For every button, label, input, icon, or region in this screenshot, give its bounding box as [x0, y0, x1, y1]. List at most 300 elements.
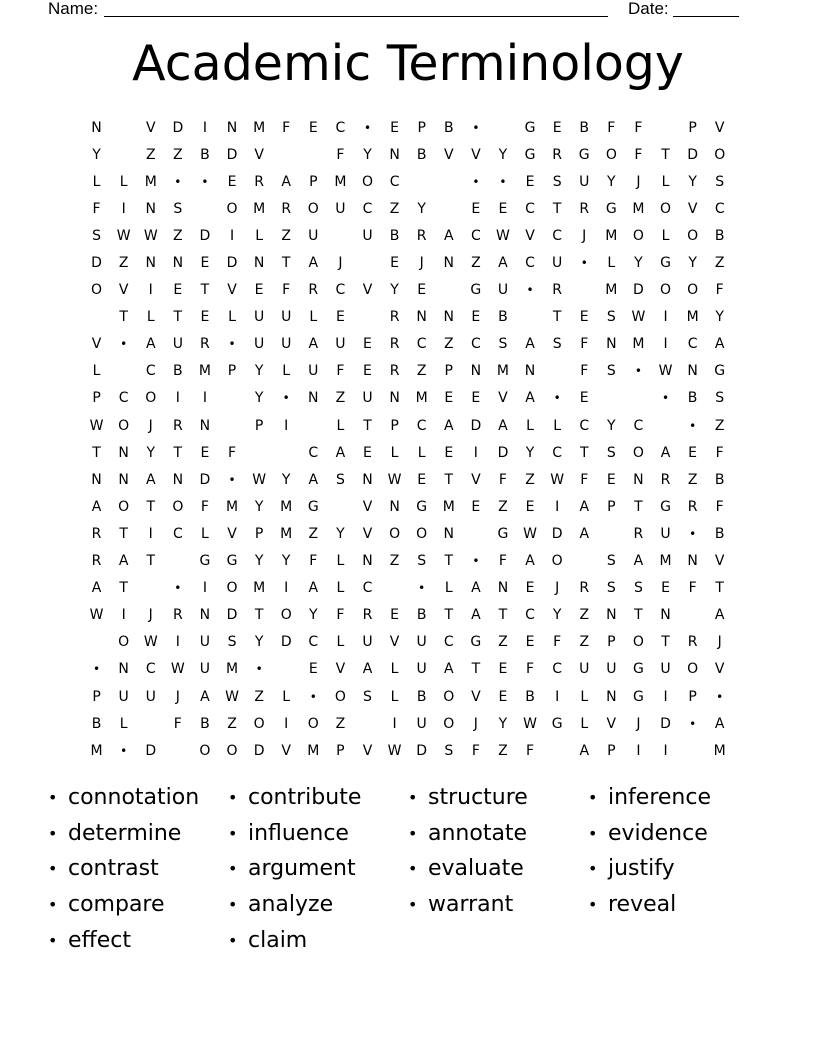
grid-letter: V — [471, 471, 481, 488]
grid-letter: N — [443, 255, 454, 272]
grid-blank — [354, 710, 381, 737]
grid-dot — [83, 656, 110, 683]
grid-letter: Z — [227, 715, 237, 732]
grid-letter: A — [525, 390, 535, 407]
grid-letter: N — [389, 390, 400, 407]
grid-blank — [273, 439, 300, 466]
grid-blank — [354, 304, 381, 331]
grid-letter: E — [417, 471, 427, 488]
grid-letter: B — [714, 227, 725, 244]
grid-letter: M — [605, 282, 618, 299]
grid-letter: C — [470, 336, 481, 353]
grid-letter: U — [199, 634, 211, 651]
grid-letter: M — [253, 580, 266, 597]
grid-letter: O — [632, 227, 644, 244]
grid-letter: E — [661, 580, 670, 597]
grid-letter: F — [688, 580, 697, 597]
word-list-label: compare — [68, 892, 165, 918]
grid-dot — [300, 683, 327, 710]
grid-letter: V — [443, 146, 454, 163]
grid-letter: M — [334, 173, 347, 190]
word-list-item — [228, 851, 408, 887]
grid-letter: Y — [417, 200, 426, 217]
grid-letter: D — [280, 634, 292, 651]
grid-letter: L — [417, 444, 426, 461]
word-list-label: inference — [608, 785, 712, 811]
grid-letter: N — [91, 119, 102, 136]
grid-letter: Z — [145, 146, 156, 163]
grid-dot — [462, 168, 489, 195]
grid-letter: N — [118, 444, 129, 461]
word-list-item — [588, 887, 768, 923]
grid-letter: Z — [579, 634, 590, 651]
grid-letter: E — [579, 309, 589, 326]
grid-blank — [435, 277, 462, 304]
grid-letter: P — [254, 417, 264, 434]
bullet-icon: • — [408, 895, 418, 915]
grid-letter: G — [470, 634, 482, 651]
grid-letter: F — [526, 742, 535, 759]
grid-blank — [381, 575, 408, 602]
grid-letter: O — [91, 282, 103, 299]
grid-blank — [408, 168, 435, 195]
grid-letter: Z — [389, 553, 400, 570]
grid-blank — [273, 656, 300, 683]
word-list-label: justify — [608, 856, 675, 882]
grid-letter: R — [172, 417, 183, 434]
grid-letter: F — [526, 661, 535, 678]
grid-letter: A — [443, 417, 454, 434]
grid-letter: G — [632, 661, 644, 678]
grid-letter: N — [687, 553, 698, 570]
grid-letter: W — [170, 661, 185, 678]
grid-letter: I — [284, 580, 289, 597]
grid-letter: O — [253, 715, 265, 732]
grid-letter: V — [362, 498, 373, 515]
grid-letter: L — [526, 417, 534, 434]
grid-letter: D — [226, 255, 238, 272]
grid-letter: O — [551, 553, 563, 570]
grid-letter: E — [308, 119, 318, 136]
bullet-icon: • — [48, 859, 58, 879]
grid-letter: A — [91, 498, 102, 515]
word-list-item — [408, 816, 588, 852]
grid-letter: Y — [309, 607, 318, 624]
grid-letter: O — [416, 525, 428, 542]
grid-letter: O — [172, 498, 184, 515]
grid-letter: P — [336, 742, 345, 759]
grid-letter: Z — [687, 471, 698, 488]
grid-letter: F — [715, 444, 724, 461]
grid-letter: P — [607, 742, 616, 759]
grid-letter: J — [148, 417, 153, 434]
grid-letter: R — [579, 580, 590, 597]
grid-letter: A — [633, 553, 644, 570]
grid-letter: O — [226, 200, 238, 217]
grid-letter: Y — [688, 255, 697, 272]
grid-letter: Z — [525, 471, 535, 488]
word-list-item — [48, 780, 228, 816]
grid-letter: F — [336, 607, 345, 624]
grid-letter: M — [605, 227, 618, 244]
grid-letter: F — [553, 634, 562, 651]
grid-dot — [625, 358, 652, 385]
grid-dot — [517, 277, 544, 304]
word-list-label: contrast — [68, 856, 159, 882]
grid-blank — [164, 737, 191, 764]
grid-letter: A — [308, 336, 319, 353]
grid-letter: N — [172, 471, 184, 488]
grid-letter: R — [552, 146, 562, 163]
grid-letter: Z — [308, 525, 319, 542]
grid-letter: A — [281, 173, 291, 190]
grid-letter: N — [199, 417, 211, 434]
word-list-label: evaluate — [428, 856, 524, 882]
grid-letter: E — [606, 471, 616, 488]
word-list-label: contribute — [248, 785, 362, 811]
grid-letter: I — [284, 417, 289, 434]
grid-letter: Y — [92, 146, 101, 163]
grid-dot — [679, 710, 706, 737]
grid-letter: C — [172, 525, 183, 542]
grid-letter: D — [199, 471, 211, 488]
grid-letter: I — [473, 444, 478, 461]
grid-letter: N — [497, 580, 509, 597]
word-list-item — [408, 887, 588, 923]
grid-letter: Y — [607, 173, 616, 190]
grid-letter: U — [335, 336, 346, 353]
grid-letter: B — [389, 227, 400, 244]
grid-letter: M — [496, 363, 509, 380]
grid-letter: R — [633, 525, 644, 542]
grid-letter: L — [607, 255, 616, 272]
grid-letter: V — [281, 742, 291, 759]
grid-letter: W — [225, 688, 239, 705]
grid-blank — [110, 141, 137, 168]
grid-letter: C — [389, 173, 400, 190]
grid-letter: C — [687, 336, 698, 353]
grid-letter: W — [252, 471, 267, 488]
grid-letter: E — [390, 255, 399, 272]
grid-letter: T — [173, 309, 183, 326]
grid-dot — [246, 656, 273, 683]
grid-dot — [408, 575, 435, 602]
grid-letter: T — [92, 444, 101, 461]
grid-letter: A — [579, 525, 590, 542]
grid-blank — [544, 358, 571, 385]
grid-letter: T — [552, 309, 562, 326]
grid-blank — [164, 548, 191, 575]
grid-letter: S — [363, 688, 372, 705]
grid-letter: W — [631, 309, 646, 326]
word-list-item — [228, 887, 408, 923]
grid-dot — [462, 114, 489, 141]
word-list-label: structure — [428, 785, 528, 811]
word-search-grid — [83, 114, 733, 764]
grid-letter: N — [362, 471, 373, 488]
grid-letter: E — [417, 282, 427, 299]
grid-letter: J — [717, 634, 722, 651]
grid-letter: D — [551, 525, 563, 542]
grid-letter: F — [498, 553, 507, 570]
grid-letter: N — [199, 607, 211, 624]
grid-blank — [517, 304, 544, 331]
grid-letter: S — [92, 227, 101, 244]
grid-letter: C — [525, 200, 535, 217]
grid-letter: A — [308, 255, 319, 272]
grid-blank — [544, 737, 571, 764]
grid-letter: D — [660, 715, 671, 732]
grid-letter: T — [444, 607, 454, 624]
grid-letter: E — [498, 688, 508, 705]
grid-letter: S — [552, 173, 562, 190]
grid-letter: Y — [607, 417, 616, 434]
grid-letter: A — [308, 471, 319, 488]
grid-dot — [110, 331, 137, 358]
grid-letter: B — [714, 471, 725, 488]
grid-letter: M — [253, 200, 266, 217]
grid-letter: V — [714, 119, 725, 136]
grid-letter: O — [118, 417, 130, 434]
grid-letter: P — [92, 390, 101, 407]
grid-letter: G — [632, 688, 644, 705]
grid-letter: V — [471, 146, 481, 163]
grid-letter: Z — [443, 336, 454, 353]
grid-letter: N — [389, 498, 400, 515]
grid-letter: N — [606, 607, 617, 624]
grid-letter: E — [471, 200, 481, 217]
grid-letter: O — [307, 715, 319, 732]
word-list-label: claim — [248, 927, 308, 953]
grid-letter: L — [119, 173, 128, 190]
grid-letter: Z — [254, 688, 264, 705]
grid-letter: N — [660, 607, 671, 624]
grid-letter: E — [363, 363, 372, 380]
grid-letter: D — [172, 119, 184, 136]
grid-blank — [598, 385, 625, 412]
grid-letter: R — [362, 607, 373, 624]
grid-letter: S — [498, 336, 508, 353]
grid-letter: D — [199, 227, 211, 244]
grid-letter: V — [714, 553, 725, 570]
grid-blank — [246, 439, 273, 466]
grid-letter: I — [229, 227, 235, 244]
grid-letter: F — [471, 742, 480, 759]
grid-letter: J — [338, 255, 343, 272]
grid-letter: L — [282, 688, 291, 705]
grid-letter: O — [687, 661, 699, 678]
word-list-label: determine — [68, 820, 182, 846]
grid-letter: P — [417, 119, 426, 136]
grid-letter: O — [118, 498, 130, 515]
grid-letter: C — [362, 200, 373, 217]
grid-letter: C — [145, 661, 156, 678]
grid-letter: C — [633, 417, 644, 434]
grid-letter: V — [145, 119, 156, 136]
grid-letter: I — [202, 119, 207, 136]
grid-letter: Z — [714, 255, 725, 272]
grid-letter: W — [523, 715, 537, 732]
grid-letter: V — [118, 282, 129, 299]
grid-letter: W — [550, 471, 565, 488]
grid-letter: I — [663, 309, 668, 326]
grid-blank — [191, 195, 218, 222]
grid-letter: M — [280, 525, 293, 542]
grid-letter: N — [470, 363, 482, 380]
grid-letter: P — [607, 498, 616, 515]
grid-letter: G — [660, 498, 671, 515]
grid-letter: N — [172, 255, 184, 272]
grid-letter: U — [416, 634, 427, 651]
grid-letter: F — [607, 119, 616, 136]
grid-letter: V — [525, 227, 535, 244]
grid-letter: S — [335, 471, 345, 488]
grid-letter: T — [471, 661, 481, 678]
grid-letter: L — [336, 417, 345, 434]
grid-letter: P — [607, 634, 616, 651]
grid-letter: Z — [714, 417, 725, 434]
grid-letter: Y — [498, 146, 508, 163]
name-date-header — [48, 0, 748, 20]
grid-letter: E — [471, 390, 481, 407]
grid-letter: E — [498, 661, 508, 678]
grid-blank — [571, 277, 598, 304]
grid-letter: D — [633, 282, 644, 299]
grid-letter: C — [443, 634, 454, 651]
grid-letter: O — [605, 146, 617, 163]
grid-letter: J — [636, 173, 641, 190]
grid-letter: F — [634, 119, 643, 136]
grid-letter: R — [91, 525, 102, 542]
grid-letter: N — [91, 471, 102, 488]
grid-letter: N — [606, 336, 617, 353]
grid-letter: C — [552, 227, 563, 244]
grid-letter: C — [362, 580, 373, 597]
grid-letter: B — [525, 688, 535, 705]
grid-dot — [191, 168, 218, 195]
grid-letter: T — [146, 553, 156, 570]
grid-letter: L — [390, 688, 399, 705]
grid-blank — [218, 412, 245, 439]
grid-letter: U — [660, 525, 671, 542]
grid-letter: Y — [390, 282, 399, 299]
grid-dot — [489, 168, 516, 195]
grid-letter: O — [632, 444, 644, 461]
grid-letter: A — [714, 336, 725, 353]
grid-letter: E — [688, 444, 698, 461]
grid-letter: N — [687, 363, 698, 380]
grid-letter: P — [444, 363, 453, 380]
grid-letter: D — [470, 417, 482, 434]
word-list-label: argument — [248, 856, 356, 882]
grid-letter: T — [498, 607, 508, 624]
bullet-icon: • — [408, 859, 418, 879]
grid-letter: A — [145, 471, 156, 488]
grid-letter: A — [498, 417, 508, 434]
grid-letter: J — [636, 715, 641, 732]
grid-letter: T — [363, 417, 372, 434]
grid-letter: C — [335, 282, 346, 299]
grid-letter: J — [555, 580, 560, 597]
grid-letter: B — [687, 390, 698, 407]
grid-letter: A — [362, 661, 373, 678]
grid-letter: T — [173, 444, 183, 461]
word-list — [48, 780, 768, 958]
grid-letter: W — [658, 363, 673, 380]
name-label: Name: — [48, 0, 99, 18]
grid-letter: U — [579, 661, 590, 678]
bullet-icon: • — [228, 859, 238, 879]
grid-letter: N — [226, 119, 238, 136]
grid-letter: Y — [363, 146, 372, 163]
grid-letter: I — [148, 282, 153, 299]
grid-letter: S — [606, 363, 616, 380]
grid-letter: G — [497, 525, 509, 542]
grid-letter: U — [118, 688, 129, 705]
grid-letter: E — [390, 607, 399, 624]
grid-letter: B — [91, 715, 102, 732]
grid-letter: I — [202, 580, 207, 597]
word-list-item — [48, 922, 228, 958]
grid-letter: O — [714, 146, 726, 163]
grid-letter: M — [307, 742, 320, 759]
grid-letter: W — [496, 227, 510, 244]
grid-letter: I — [392, 715, 397, 732]
grid-letter: E — [552, 119, 562, 136]
grid-letter: M — [198, 363, 211, 380]
grid-blank — [110, 358, 137, 385]
grid-letter: Y — [254, 634, 264, 651]
grid-letter: W — [89, 607, 104, 624]
grid-letter: T — [146, 498, 156, 515]
word-list-label: reveal — [608, 892, 677, 918]
bullet-icon: • — [48, 930, 58, 950]
grid-letter: G — [416, 498, 428, 515]
grid-letter: T — [661, 634, 670, 651]
grid-letter: I — [663, 742, 668, 759]
grid-letter: O — [280, 607, 292, 624]
grid-letter: L — [444, 580, 453, 597]
grid-letter: E — [579, 390, 589, 407]
grid-letter: C — [714, 200, 725, 217]
grid-letter: U — [606, 661, 617, 678]
grid-letter: E — [525, 634, 535, 651]
grid-letter: G — [551, 715, 563, 732]
grid-letter: Y — [281, 553, 291, 570]
grid-letter: P — [390, 417, 399, 434]
grid-dot — [706, 683, 733, 710]
grid-dot — [544, 385, 571, 412]
grid-letter: U — [362, 227, 373, 244]
grid-dot — [273, 385, 300, 412]
grid-letter: O — [443, 688, 455, 705]
grid-dot — [679, 412, 706, 439]
bullet-icon: • — [228, 823, 238, 843]
grid-letter: Z — [335, 390, 346, 407]
grid-letter: O — [687, 282, 699, 299]
grid-letter: D — [91, 255, 102, 272]
grid-letter: F — [580, 363, 589, 380]
grid-letter: Z — [579, 607, 590, 624]
grid-blank — [327, 222, 354, 249]
grid-letter: C — [579, 417, 590, 434]
grid-letter: A — [443, 227, 454, 244]
grid-letter: A — [714, 715, 725, 732]
grid-letter: T — [634, 498, 643, 515]
grid-blank — [462, 520, 489, 547]
grid-letter: Y — [146, 444, 156, 461]
grid-dot — [218, 331, 245, 358]
